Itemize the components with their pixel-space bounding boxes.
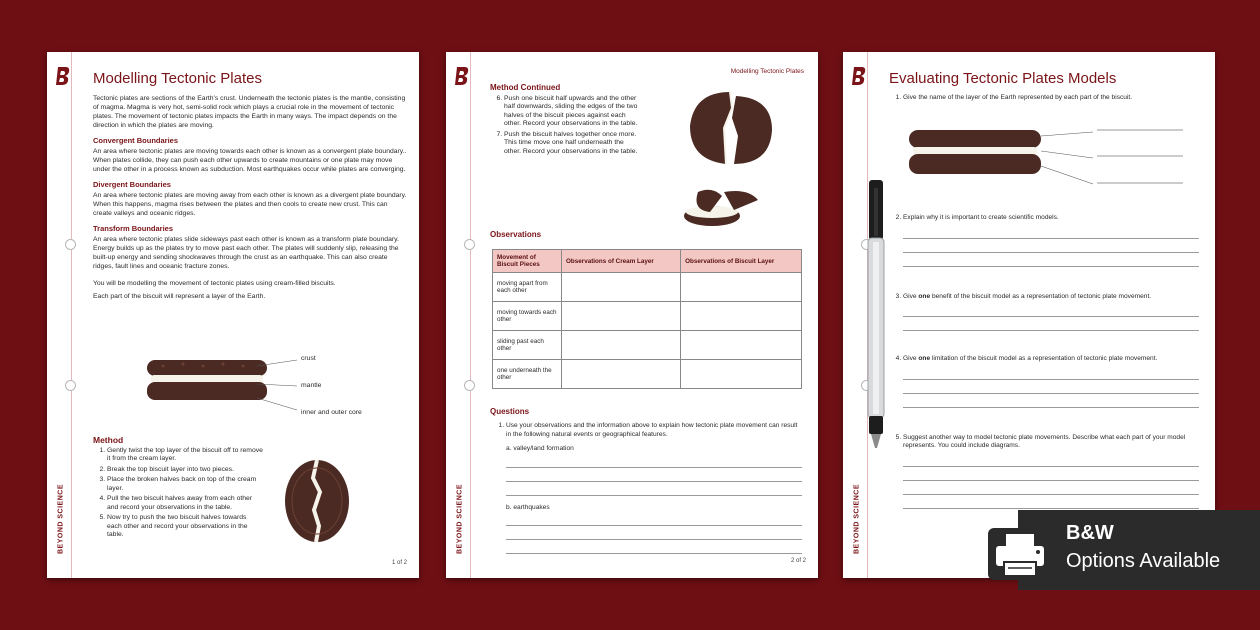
method-step: 3. Place the broken halves back on top of the cream layer. xyxy=(107,476,263,493)
printer-icon xyxy=(984,524,1056,584)
answer-lines[interactable] xyxy=(506,512,802,554)
brand-vertical: BEYOND SCIENCE xyxy=(456,483,464,555)
answer-lines[interactable] xyxy=(506,454,802,496)
cream-observation-cell[interactable] xyxy=(562,273,681,302)
transform-heading: Transform Boundaries xyxy=(93,224,174,233)
biscuit-observation-cell[interactable] xyxy=(681,360,802,389)
observations-heading: Observations xyxy=(490,230,542,239)
method-step: 6. Push one biscuit half upwards and the other half downwards, sliding the edges of the two halves of the biscuit pieces against each other. Record your observations in the table. xyxy=(504,95,640,129)
punch-hole xyxy=(464,380,475,391)
question-5: 5. Suggest another way to model tectonic plate movements. Describe what each part of your model represents. You could include diagrams. xyxy=(903,434,1199,451)
convergent-heading: Convergent Boundaries xyxy=(93,136,179,145)
biscuit-observation-cell[interactable] xyxy=(681,273,802,302)
model-text-2: Each part of the biscuit will represent a layer of the Earth. xyxy=(93,293,266,300)
convergent-text: An area where tectonic plates are moving towards each other is known as a convergent plate boundary.. When plates collide, they can push each other upwards to create mountains or one plate may move under the other in a process known as subduction. Most earthquakes occur while plates are converging. xyxy=(93,148,407,173)
answer-lines[interactable] xyxy=(903,225,1199,267)
method-step: 4. Pull the two biscuit halves away from each other and record your observations in the table. xyxy=(107,495,263,512)
answer-lines[interactable] xyxy=(903,453,1199,509)
transform-text: An area where tectonic plates slide sideways past each other is known as a transform plate boundary. Energy builds up as the plates try to move past each other. The plates will suddenly slip, releasing the built-up energy and sending shockwaves through the crust as an earthquake. This can also create ridges, fault lines and oceanic fracture zones. xyxy=(93,236,399,270)
running-header: Modelling Tectonic Plates xyxy=(730,68,804,75)
table-row: moving towards each other xyxy=(493,302,802,331)
brand-vertical: BEYOND SCIENCE xyxy=(57,483,65,555)
badge-subtitle: Options Available xyxy=(1066,550,1221,572)
divergent-heading: Divergent Boundaries xyxy=(93,180,171,189)
beyond-logo-icon xyxy=(851,66,867,86)
method-step: 2. Break the top biscuit layer into two pieces. xyxy=(107,466,263,475)
punch-hole xyxy=(65,239,76,250)
sliding-biscuit-image xyxy=(686,88,776,168)
page1-content xyxy=(93,70,407,305)
margin-line xyxy=(470,52,471,578)
observations-table xyxy=(492,249,802,389)
worksheet-page-2 xyxy=(446,52,818,578)
method-heading: Method xyxy=(93,435,124,445)
cream-observation-cell[interactable] xyxy=(562,360,681,389)
page-title: Modelling Tectonic Plates xyxy=(93,70,262,87)
worksheet-page-1 xyxy=(47,52,419,578)
question-2: 2. Explain why it is important to create scientific models. xyxy=(903,214,1199,223)
q1b-label: b. earthquakes xyxy=(506,503,550,511)
underneath-biscuit-image xyxy=(682,182,762,234)
q1a-label: a. valley/land formation xyxy=(506,445,574,452)
page-number: 2 of 2 xyxy=(790,558,806,564)
question-1: 1. Use your observations and the information above to explain how tectonic plate movement can result in the following natural events or geographical features. xyxy=(506,422,802,439)
question-4: 4. Give one limitation of the biscuit model as a representation of tectonic plate movement. xyxy=(903,355,1199,364)
cream-observation-cell[interactable] xyxy=(562,302,681,331)
questions-section xyxy=(492,422,802,554)
beyond-logo-icon xyxy=(55,66,71,86)
answer-lines[interactable] xyxy=(903,303,1199,331)
intro-text: Tectonic plates are sections of the Earth's crust. Underneath the tectonic plates is the mantle, consisting of magma. Magma is very hot, semi-solid rock which plays a crucial role in the movement of tectonic plates. The movement of tectonic plates impacts the Earth in many ways. The impact depends on the direction in which the plates are moving. xyxy=(93,95,406,129)
questions-2-5 xyxy=(889,214,1199,509)
biscuit-observation-cell[interactable] xyxy=(681,302,802,331)
page3-content xyxy=(889,70,1203,105)
brand-vertical: BEYOND SCIENCE xyxy=(853,483,861,555)
badge-title: B&W xyxy=(1066,522,1114,544)
method-step: 1. Gently twist the top layer of the biscuit off to remove it from the cream layer. xyxy=(107,447,263,464)
broken-biscuit-image xyxy=(283,458,351,544)
label-core: inner and outer core xyxy=(301,409,362,416)
method-step: 7. Push the biscuit halves together once more. This time move one half underneath the other. Record your observations in the table. xyxy=(504,131,640,157)
label-mantle: mantle xyxy=(301,382,322,389)
biscuit-observation-cell[interactable] xyxy=(681,331,802,360)
table-header: Observations of Biscuit Layer xyxy=(681,250,802,273)
bw-options-badge xyxy=(1018,510,1260,590)
question-3: 3. Give one benefit of the biscuit model as a representation of tectonic plate movement. xyxy=(903,293,1199,302)
method-continued-heading: Method Continued xyxy=(490,83,561,92)
method-step: 5. Now try to push the two biscuit halves towards each other and record your observations in the table. xyxy=(107,514,263,540)
table-row: sliding past each other xyxy=(493,331,802,360)
method-continued xyxy=(490,84,640,158)
table-header: Observations of Cream Layer xyxy=(562,250,681,273)
pen-image xyxy=(862,180,890,450)
beyond-logo-icon xyxy=(454,66,470,86)
cream-observation-cell[interactable] xyxy=(562,331,681,360)
answer-lines[interactable] xyxy=(903,366,1199,408)
table-row: one underneath the other xyxy=(493,360,802,389)
table-header: Movement of Biscuit Pieces xyxy=(493,250,562,273)
questions-heading: Questions xyxy=(490,407,530,416)
worksheet-page-3 xyxy=(843,52,1215,578)
divergent-text: An area where tectonic plates are moving away from each other is known as a divergent plate boundary. When this happens, magma rises between the plates and then cools to create new crust. This can create valleys and oceanic ridges. xyxy=(93,192,407,217)
model-text-1: You will be modelling the movement of tectonic plates using cream-filled biscuits. xyxy=(93,280,336,287)
method-section xyxy=(93,430,263,542)
margin-line xyxy=(71,52,72,578)
punch-hole xyxy=(65,380,76,391)
label-crust: crust xyxy=(301,355,316,362)
biscuit-label-diagram xyxy=(907,124,1197,194)
table-row: moving apart from each other xyxy=(493,273,802,302)
question-1: 1. Give the name of the layer of the Earth represented by each part of the biscuit. xyxy=(903,94,1203,103)
page-title: Evaluating Tectonic Plates Models xyxy=(889,70,1117,87)
punch-hole xyxy=(464,239,475,250)
page-number: 1 of 2 xyxy=(391,560,407,566)
